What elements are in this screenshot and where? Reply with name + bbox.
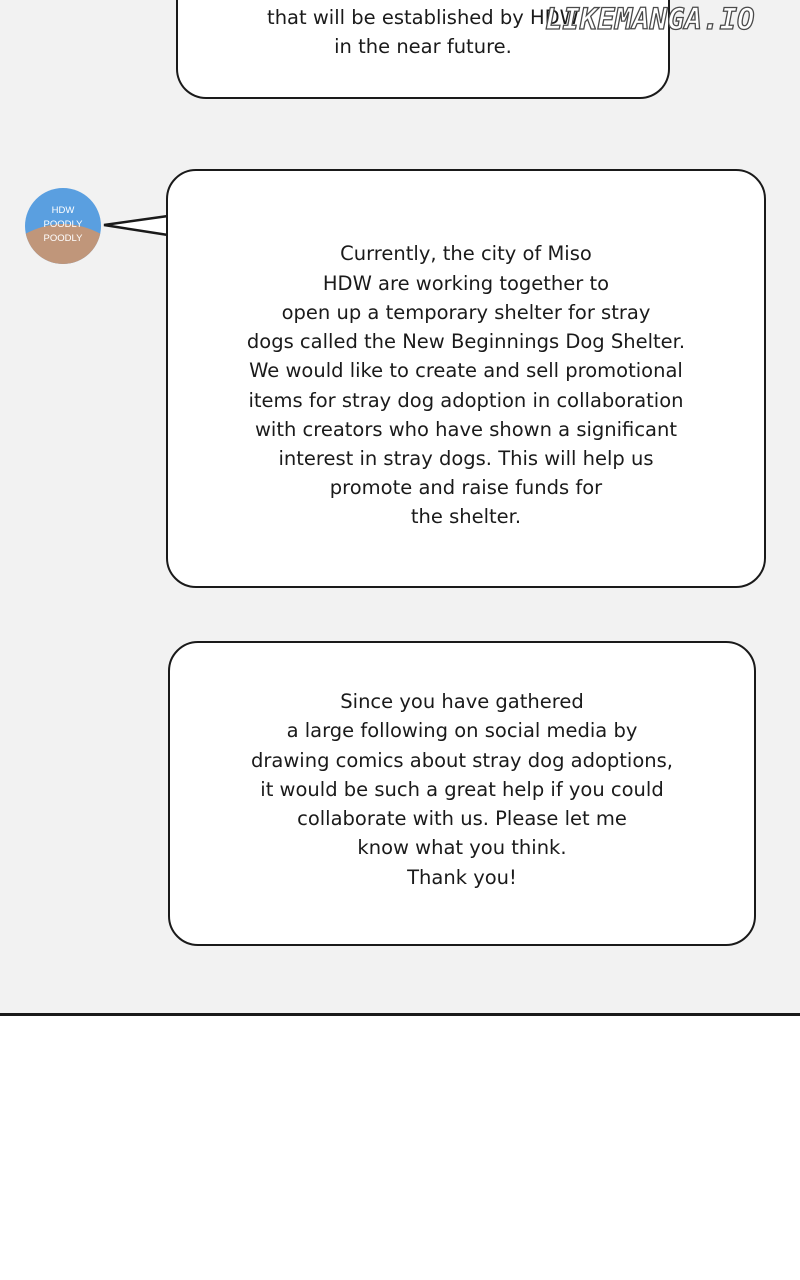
speech-bubble-tail [100,210,170,238]
speech-bubble-bottom: Since you have gathered a large following on social media by drawing comics about stray dog adoptions, it would be such a great help if you could collaborate with us. Please let me know what you think. Thank you! [168,641,756,946]
watermark: LIKEMANGA.IO [545,2,755,36]
avatar [25,188,101,264]
avatar-label-line: POODLY [43,233,83,244]
avatar-label [25,204,101,246]
speech-bubble-top: that will be established by HDW in the near future. [176,0,670,99]
avatar-label-line: HDW [51,205,75,216]
speech-bubble-middle: Currently, the city of Miso HDW are working together to open up a temporary shelter for stray dogs called the New Beginnings Dog Shelter. We would like to create and sell promotional items for stray dog adoption in collaboration with creators who have shown a significant interest in stray dogs. This will help us promote and raise funds for the shelter. [166,169,766,588]
avatar-label-line: POODLY [43,219,83,230]
